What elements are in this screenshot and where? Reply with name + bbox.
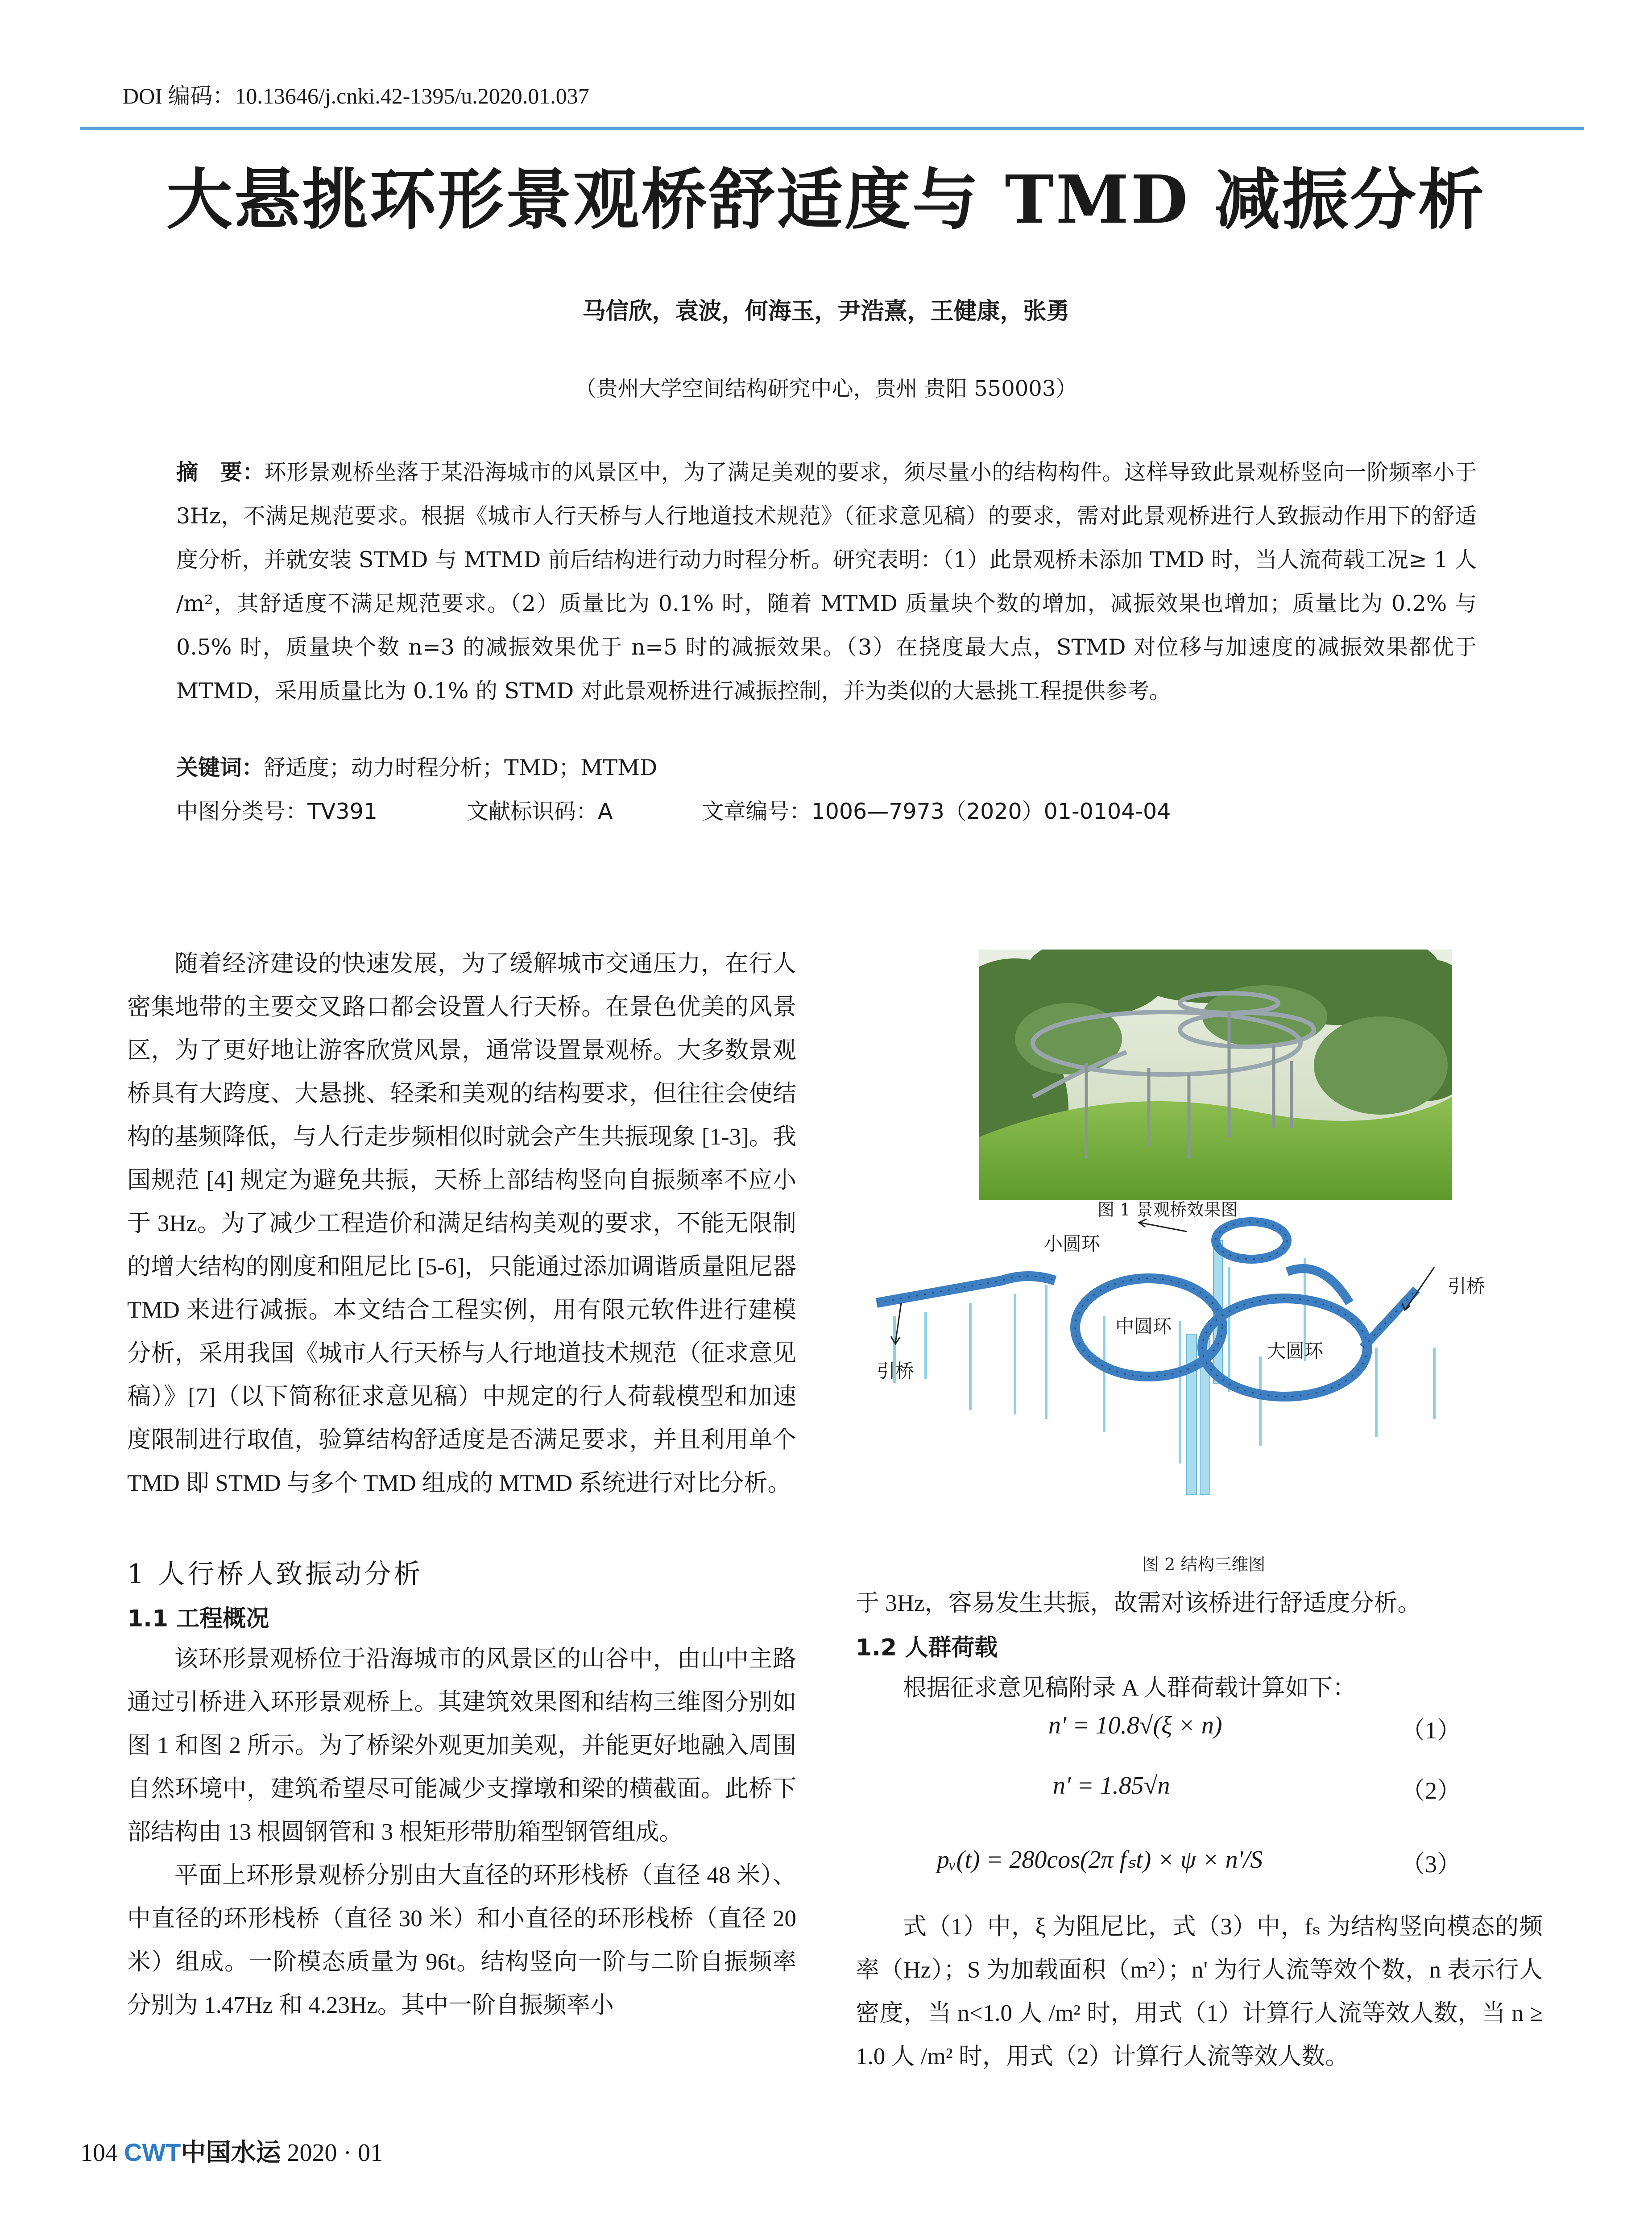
paper-title: 大悬挑环形景观桥舒适度与 TMD 减振分析: [166, 161, 1486, 238]
section-1-1-body: [127, 1638, 796, 2027]
section-1-1-p1: 该环形景观桥位于沿海城市的风景区的山谷中，由山中主路通过引桥进入环形景观桥上。其建筑效果图和结构三维图分别如图 1 和图 2 所示。为了桥梁外观更加美观，并能更好地融入周围自然环境中，建筑希望尽可能减少支撑墩和梁的横截面。此桥下部结构由 13 根圆钢管和 3 根矩形带肋箱型钢管组成。: [127, 1646, 796, 1845]
label-small-ring: 小圆环: [1044, 1233, 1101, 1255]
section-1-1-continued: 于 3Hz，容易发生共振，故需对该桥进行舒适度分析。: [856, 1590, 1421, 1616]
keywords-label: 关键词：: [176, 755, 264, 780]
journal-brand: CWT: [124, 2138, 181, 2166]
affiliation: （贵州大学空间结构研究中心，贵州 贵阳 550003）: [575, 376, 1077, 401]
equation-3: pᵥ(t) = 280cos(2π fₛt) × ψ × n'/S: [937, 1846, 1263, 1874]
section-1-2-body: 式（1）中，ξ 为阻尼比，式（3）中，fₛ 为结构竖向模态的频率（Hz）；S 为加载面积（m²）；n' 为行人流等效个数，n 表示行人密度，当 n<1.0 人 /m² 时，用式（1）计算行人流等效人数，当 n ≥ 1.0 人 /m² 时，用式（2）计算行人流等效人数。: [856, 1914, 1543, 2069]
abstract: [176, 451, 1477, 713]
abstract-label: 摘 要：: [176, 460, 265, 485]
equation-3-number: （3）: [1401, 1851, 1461, 1878]
label-bridge-right: 引桥: [1448, 1275, 1486, 1297]
figure-1-caption: 图 1 景观桥效果图: [1097, 1200, 1238, 1219]
keywords: [176, 751, 1477, 782]
equation-1-number: （1）: [1401, 1717, 1461, 1744]
section-1-1-heading: 1.1 工程概况: [127, 1605, 269, 1632]
figure-2-caption: 图 2 结构三维图: [1142, 1555, 1266, 1574]
authors: 马信欣，袁波，何海玉，尹浩熹，王健康，张勇: [582, 298, 1070, 325]
header-rule: [80, 127, 1584, 130]
document-code: 文献标识码：A: [466, 799, 613, 824]
journal-issue: 2020 · 01: [287, 2139, 383, 2167]
label-mid-ring: 中圆环: [1115, 1315, 1172, 1337]
label-big-ring: 大圆环: [1267, 1340, 1324, 1362]
equation-2-number: （2）: [1401, 1777, 1461, 1804]
intro-paragraph: 随着经济建设的快速发展，为了缓解城市交通压力，在行人密集地带的主要交叉路口都会设置人行天桥。在景色优美的风景区，为了更好地让游客欣赏风景，通常设置景观桥。大多数景观桥具有大跨度、大悬挑、轻柔和美观的结构要求，但往往会使结构的基频降低，与人行走步频相似时就会产生共振现象 [1-3]。我国规范 [4] 规定为避免共振，天桥上部结构竖向自振频率不应小于 3Hz。为了减少工程造价和满足结构美观的要求，不能无限制的增大结构的刚度和阻尼比 [5-6]，只能通过添加调谐质量阻尼器 TMD 来进行减振。本文结合工程实例，用有限元软件进行建模分析，采用我国《城市人行天桥与人行地道技术规范（征求意见稿）》[7]（以下简称征求意见稿）中规定的行人荷载模型和加速度限制进行取值，验算结构舒适度是否满足要求，并且利用单个 TMD 即 STMD 与多个 TMD 组成的 MTMD 系统进行对比分析。: [127, 951, 796, 1496]
page-number: 104: [80, 2139, 118, 2167]
section-1-heading: 1 人行桥人致振动分析: [127, 1559, 423, 1590]
keywords-text: 舒适度；动力时程分析；TMD；MTMD: [264, 755, 658, 780]
equation-1: n' = 10.8√(ξ × n): [1048, 1712, 1222, 1739]
doi-line: DOI 编码：10.13646/j.cnki.42-1395/u.2020.01.037: [123, 83, 589, 108]
section-1-2-heading: 1.2 人群荷载: [856, 1634, 998, 1661]
label-bridge-left: 引桥: [877, 1360, 915, 1382]
journal-name: 中国水运: [181, 2138, 281, 2167]
abstract-text: 环形景观桥坐落于某沿海城市的风景区中，为了满足美观的要求，须尽量小的结构构件。这样导致此景观桥竖向一阶频率小于 3Hz，不满足规范要求。根据《城市人行天桥与人行地道技术规范》（征求意见稿）的要求，需对此景观桥进行人致振动作用下的舒适度分析，并就安装 STMD 与 MTMD 前后结构进行动力时程分析。研究表明：（1）此景观桥未添加 TMD 时，当人流荷载工况≥ 1 人 /m²，其舒适度不满足规范要求。（2）质量比为 0.1% 时，随着 MTMD 质量块个数的增加，减振效果也增加；质量比为 0.2% 与 0.5% 时，质量块个数 n=3 的减振效果优于 n=5 时的减振效果。（3）在挠度最大点，STMD 对位移与加速度的减振效果都优于 MTMD，采用质量比为 0.1% 的 STMD 对此景观桥进行减振控制，并为类似的大悬挑工程提供参考。: [176, 460, 1477, 704]
figure-1-photo: [979, 950, 1452, 1200]
page-footer: [80, 2133, 383, 2169]
equation-2: n' = 1.85√n: [1053, 1772, 1170, 1800]
figure-2-diagram: [868, 1214, 1555, 1522]
clc-number: 中图分类号：TV391: [176, 799, 377, 824]
article-number: 文章编号：1006—7973（2020）01-0104-04: [702, 799, 1171, 824]
section-1-2-intro: 根据征求意见稿附录 A 人群荷载计算如下：: [903, 1675, 1356, 1701]
section-1-1-p2: 平面上环形景观桥分别由大直径的环形栈桥（直径 48 米）、中直径的环形栈桥（直径 30 米）和小直径的环形栈桥（直径 20 米）组成。一阶模态质量为 96t。结构竖向一阶与二阶自振频率分别为 1.47Hz 和 4.23Hz。其中一阶自振频率小: [127, 1862, 796, 2018]
classification-line: [176, 794, 1260, 825]
